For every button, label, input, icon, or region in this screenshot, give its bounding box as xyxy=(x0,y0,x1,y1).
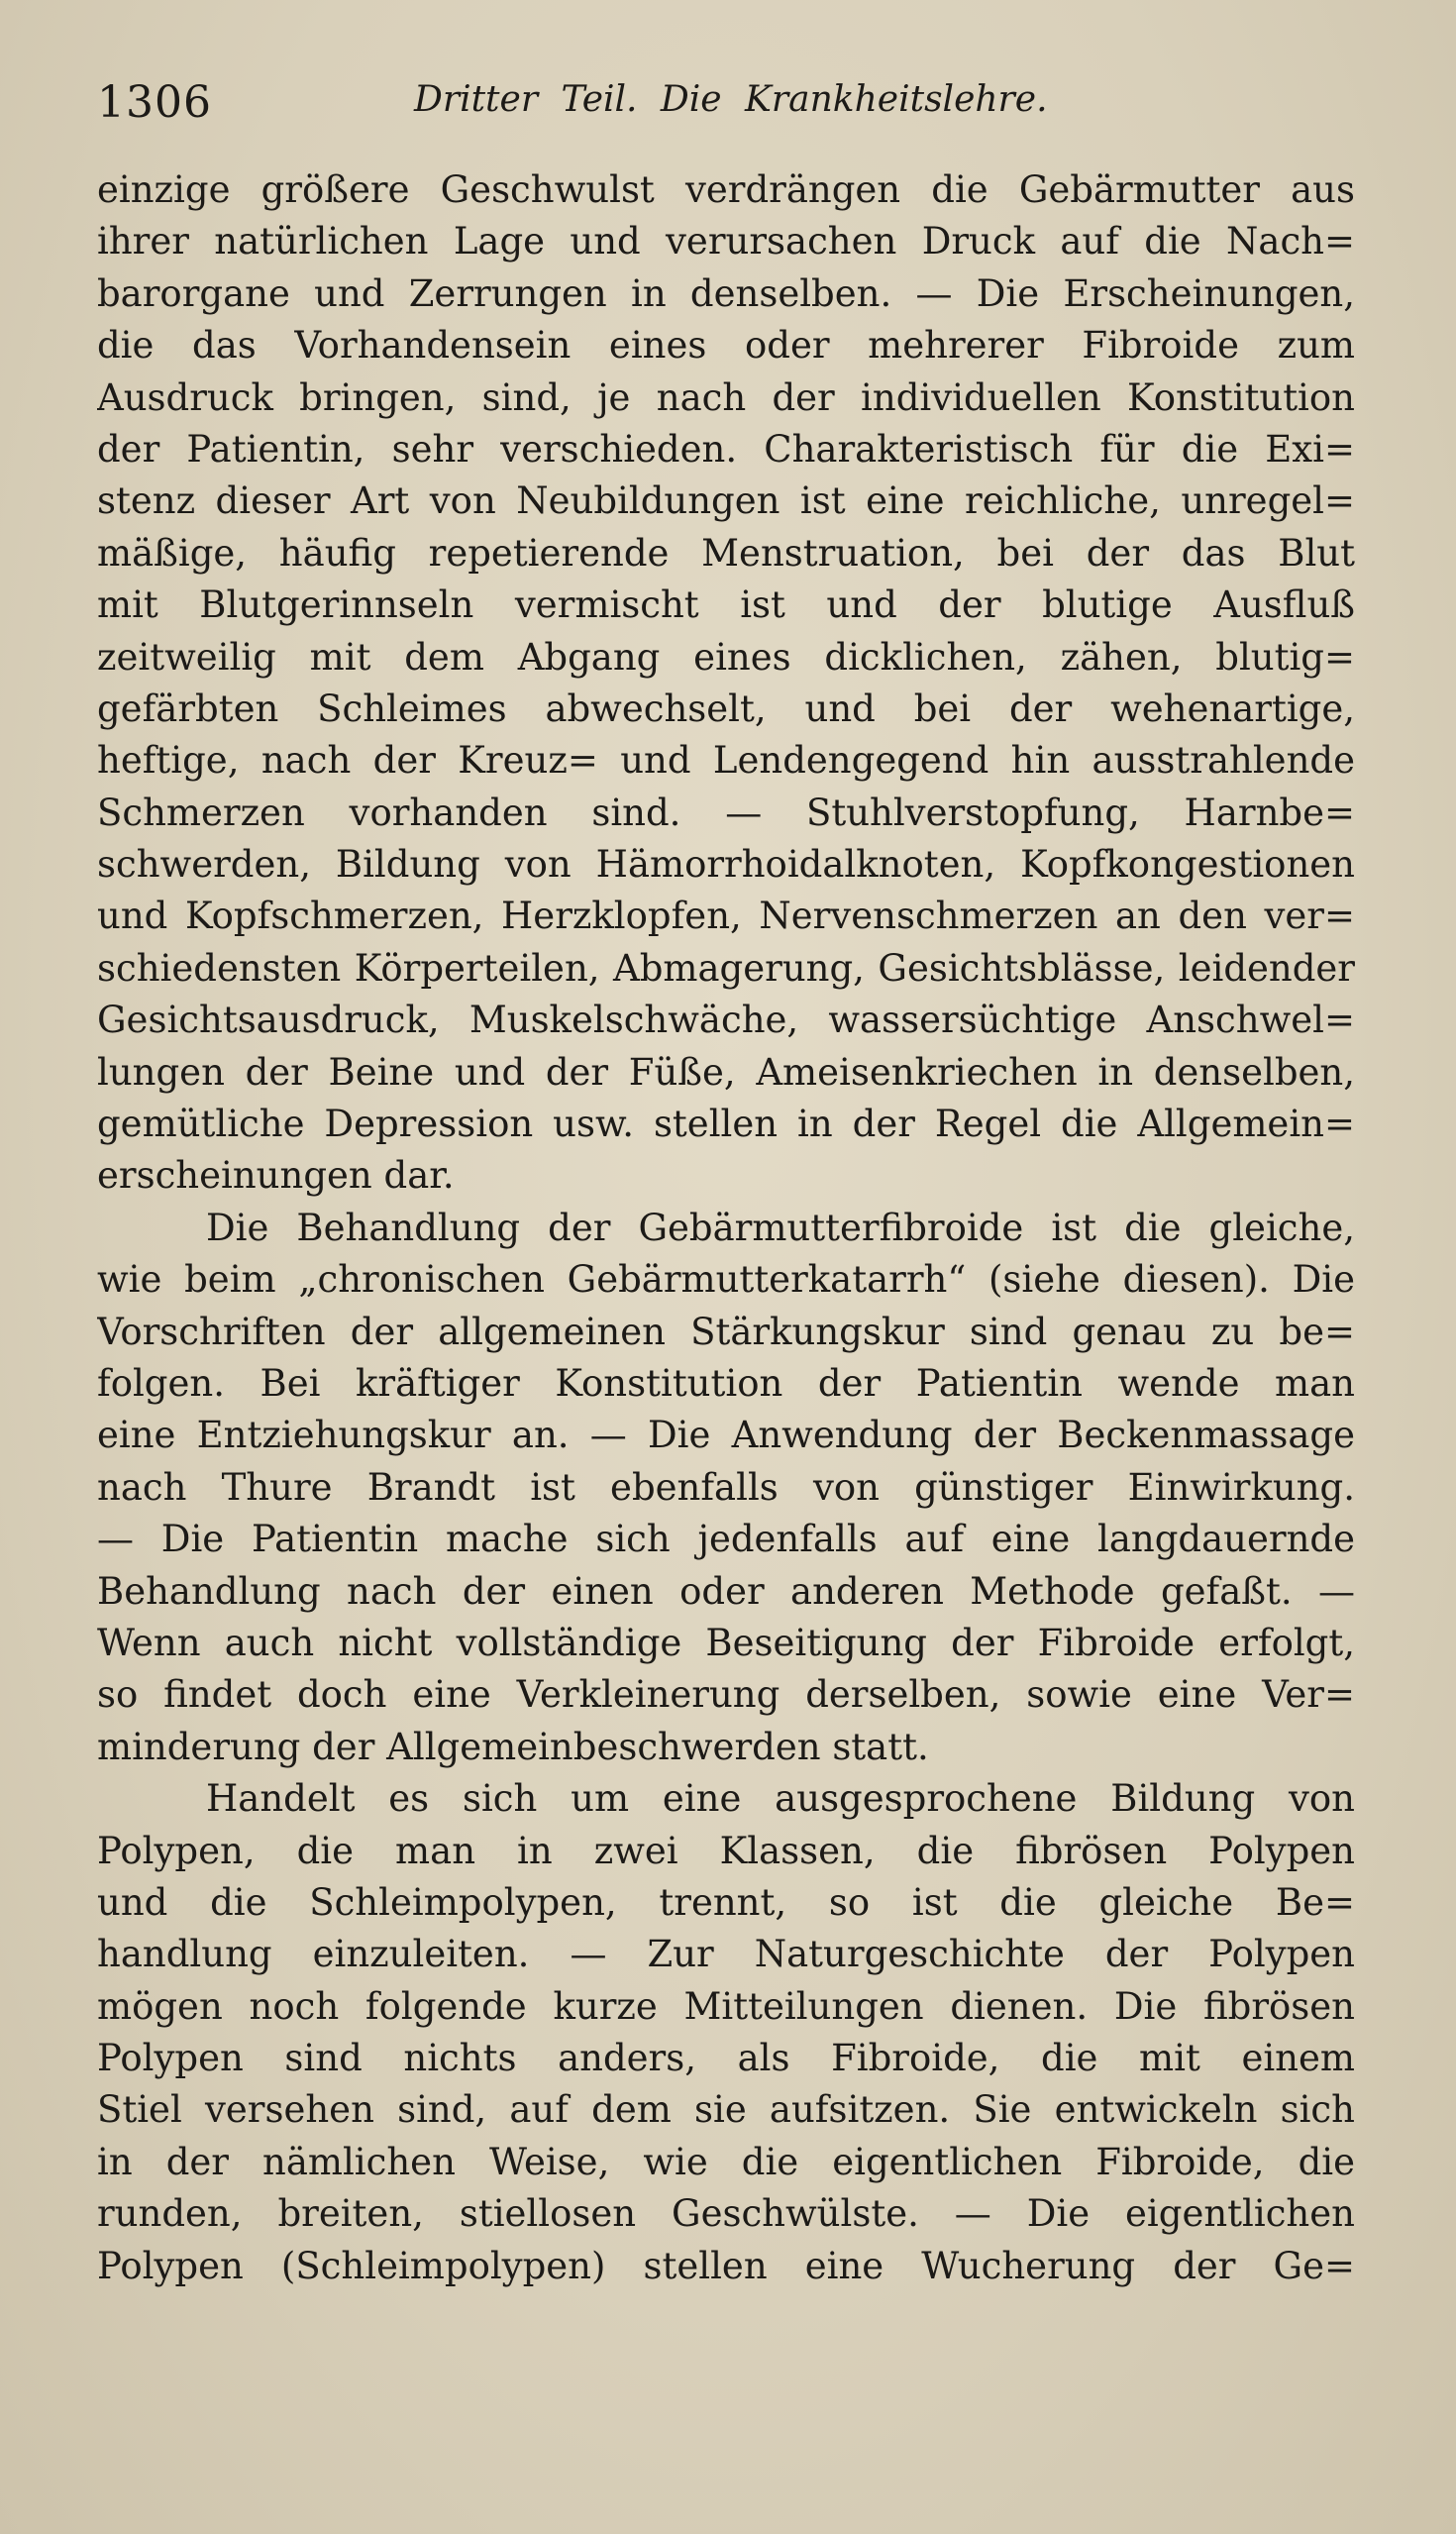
text-line: ihrer natürlichen Lage und verursachen Druck auf die Nach= xyxy=(97,220,1355,264)
text-line: der Patientin, sehr verschieden. Charakteristisch für die Exi= xyxy=(97,427,1355,471)
text-line: Polypen (Schleimpolypen) stellen eine Wucherung der Ge= xyxy=(97,2244,1355,2287)
text-line: Ausdruck bringen, sind, je nach der individuellen Konstitution xyxy=(97,375,1355,419)
text-line: eine Entziehungskur an. — Die Anwendung der Beckenmassage xyxy=(97,1414,1355,1457)
text-line: erscheinungen dar. xyxy=(97,1154,455,1198)
text-line: mögen noch folgende kurze Mitteilungen dienen. Die fibrösen xyxy=(97,1984,1355,2028)
text-line: lungen der Beine und der Füße, Ameisenkriechen in denselben, xyxy=(97,1050,1355,1094)
text-line: wie beim „chronischen Gebärmutterkatarrh“ (siehe diesen). Die xyxy=(97,1258,1355,1302)
text-line: gemütliche Depression usw. stellen in der Regel die Allgemein= xyxy=(97,1103,1355,1146)
text-line: barorgane und Zerrungen in denselben. — Die Erscheinungen, xyxy=(97,271,1355,315)
text-line: schwerden, Bildung von Hämorrhoidalknoten, Kopfkongestionen xyxy=(97,843,1355,887)
text-line: in der nämlichen Weise, wie die eigentlichen Fibroide, die xyxy=(97,2140,1355,2183)
text-line: runden, breiten, stiellosen Geschwülste. — Die eigentlichen xyxy=(97,2192,1355,2236)
text-line: Schmerzen vorhanden sind. — Stuhlverstopfung, Harnbe= xyxy=(97,791,1355,834)
text-line: nach Thure Brandt ist ebenfalls von günstiger Einwirkung. xyxy=(97,1465,1355,1509)
text-line: heftige, nach der Kreuz= und Lendengegend hin ausstrahlende xyxy=(97,739,1355,783)
text-line: Vorschriften der allgemeinen Stärkungskur sind genau zu be= xyxy=(97,1310,1355,1353)
text-line: so findet doch eine Verkleinerung derselben, sowie eine Ver= xyxy=(97,1673,1355,1717)
running-head: Dritter Teil. Die Krankheitslehre. xyxy=(414,79,1048,120)
text-line: zeitweilig mit dem Abgang eines dicklichen, zähen, blutig= xyxy=(97,635,1355,679)
page-number: 1306 xyxy=(97,77,212,128)
text-line: und die Schleimpolypen, trennt, so ist die gleiche Be= xyxy=(97,1880,1355,1924)
text-line: schiedensten Körperteilen, Abmagerung, Gesichtsblässe, leidender xyxy=(97,946,1355,990)
text-line: Stiel versehen sind, auf dem sie aufsitzen. Sie entwickeln sich xyxy=(97,2088,1355,2132)
text-line: mit Blutgerinnseln vermischt ist und der blutige Ausfluß xyxy=(97,583,1355,627)
text-line: einzige größere Geschwulst verdrängen die Gebärmutter aus xyxy=(97,168,1355,211)
text-line: Wenn auch nicht vollständige Beseitigung der Fibroide erfolgt, xyxy=(97,1621,1355,1664)
text-line: folgen. Bei kräftiger Konstitution der Patientin wende man xyxy=(97,1361,1355,1405)
text-line: Polypen sind nichts anders, als Fibroide, die mit einem xyxy=(97,2037,1355,2080)
text-line: mäßige, häufig repetierende Menstruation, bei der das Blut xyxy=(97,531,1355,575)
text-line: Die Behandlung der Gebärmutterfibroide ist die gleiche, xyxy=(206,1206,1355,1249)
text-line: Gesichtsausdruck, Muskelschwäche, wassersüchtige Anschwel= xyxy=(97,999,1355,1042)
text-line: Behandlung nach der einen oder anderen Methode gefaßt. — xyxy=(97,1569,1355,1613)
text-line: Polypen, die man in zwei Klassen, die fibrösen Polypen xyxy=(97,1829,1355,1872)
text-line: — Die Patientin mache sich jedenfalls auf eine langdauernde xyxy=(97,1518,1355,1561)
text-line: handlung einzuleiten. — Zur Naturgeschichte der Polypen xyxy=(97,1933,1355,1976)
text-line: und Kopfschmerzen, Herzklopfen, Nervenschmerzen an den ver= xyxy=(97,895,1355,938)
text-line: stenz dieser Art von Neubildungen ist eine reichliche, unregel= xyxy=(97,479,1355,523)
text-line: Handelt es sich um eine ausgesprochene Bildung von xyxy=(206,1777,1355,1821)
text-line: gefärbten Schleimes abwechselt, und bei der wehenartige, xyxy=(97,686,1355,730)
body-text xyxy=(97,164,1355,2292)
text-line: minderung der Allgemeinbeschwerden statt. xyxy=(97,1725,929,1768)
page-header xyxy=(97,77,1385,137)
text-line: die das Vorhandensein eines oder mehrerer Fibroide zum xyxy=(97,324,1355,368)
